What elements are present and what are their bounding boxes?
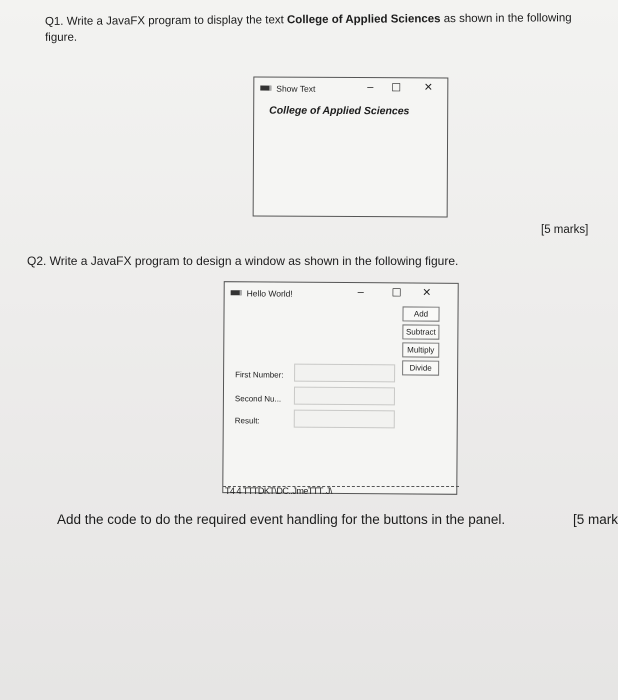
result-label: Result: bbox=[234, 416, 260, 426]
result-field[interactable] bbox=[294, 410, 395, 429]
figure-1-window bbox=[253, 76, 449, 217]
close-icon[interactable]: × bbox=[424, 78, 433, 95]
minimize-icon[interactable]: – bbox=[367, 81, 374, 94]
app-icon bbox=[260, 86, 271, 91]
window-title: Show Text bbox=[276, 83, 316, 94]
app-icon bbox=[231, 290, 242, 295]
q1-suffix: as shown in the following figure. bbox=[45, 12, 572, 44]
q1-prefix: Q1. Write a JavaFX program to display the text bbox=[44, 14, 288, 28]
college-text: College of Applied Sciences bbox=[269, 104, 410, 118]
question-3: Add the code to do the required event handling for the buttons in the panel. bbox=[57, 512, 506, 527]
close-icon[interactable]: × bbox=[422, 283, 431, 300]
window-title: Hello World! bbox=[246, 288, 293, 299]
multiply-button[interactable]: Multiply bbox=[402, 342, 439, 357]
marks-q2: [5 mark bbox=[573, 512, 618, 527]
first-number-label: First Number: bbox=[235, 370, 284, 380]
subtract-button[interactable]: Subtract bbox=[402, 324, 439, 339]
window-titlebar bbox=[254, 77, 447, 100]
q1-bold-text: College of Applied Sciences bbox=[286, 13, 441, 27]
minimize-icon[interactable]: – bbox=[357, 286, 364, 299]
question-2: Q2. Write a JavaFX program to design a window as shown in the following figure. bbox=[27, 254, 459, 268]
question-1 bbox=[45, 10, 600, 46]
second-number-label: Second Nu... bbox=[234, 394, 282, 404]
divide-button[interactable]: Divide bbox=[402, 360, 439, 375]
second-number-field[interactable] bbox=[294, 387, 395, 406]
maximize-icon[interactable]: ☐ bbox=[391, 82, 402, 95]
handwritten-scrawl: T4 4 TTTDKT\DC..JmeTTT..J\ bbox=[225, 486, 332, 496]
maximize-icon[interactable]: ☐ bbox=[391, 287, 402, 300]
first-number-field[interactable] bbox=[294, 364, 395, 383]
marks-q1: [5 marks] bbox=[541, 224, 589, 236]
figure-2-window bbox=[222, 281, 458, 495]
add-button[interactable]: Add bbox=[402, 306, 439, 321]
window-titlebar bbox=[225, 282, 458, 306]
